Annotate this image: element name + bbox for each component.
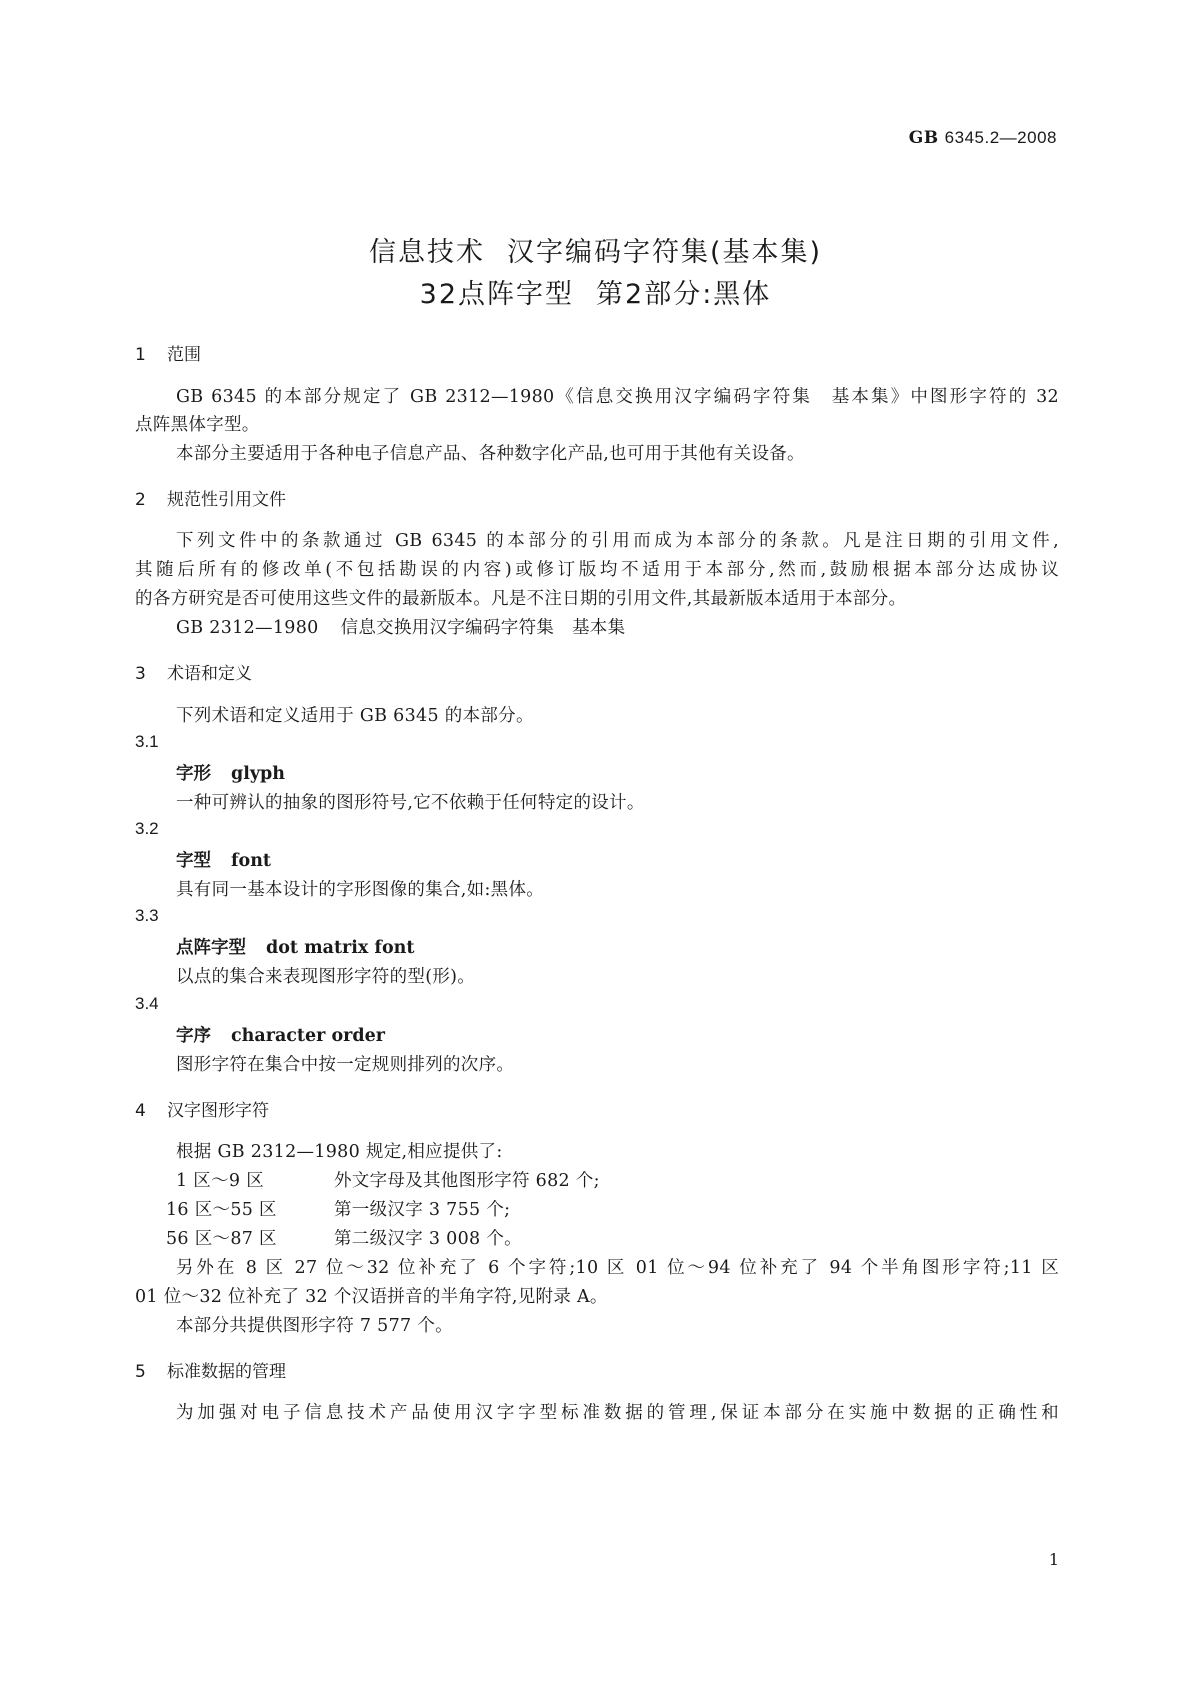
paragraph: 另外在 8 区 27 位～32 位补充了 6 个字符;10 区 01 位～94 位补充了 94 个半角图形字符;11 区 [176, 1258, 1059, 1278]
section-number: 1 [135, 345, 146, 365]
term-entry [176, 1022, 385, 1047]
term-en: character order [231, 1026, 385, 1046]
section-title: 术语和定义 [167, 664, 252, 684]
paragraph: 本部分共提供图形字符 7 577 个。 [176, 1316, 453, 1336]
title-part-a: 信息技术 [368, 237, 485, 268]
section-number: 4 [135, 1101, 146, 1121]
normative-reference [176, 614, 625, 639]
section-title: 标准数据的管理 [167, 1362, 286, 1382]
title-part-b: 汉字编码字符集(基本集) [506, 237, 823, 268]
zone-range: 56 区～87 区 [166, 1229, 277, 1249]
term-entry [176, 760, 285, 785]
zone-range: 1 区～9 区 [176, 1171, 264, 1191]
clause-number: 3.4 [135, 994, 159, 1013]
paragraph: GB 6345 的本部分规定了 GB 2312—1980《信息交换用汉字编码字符集 基本集》中图形字符的 32 [176, 387, 1059, 407]
term-zh: 字形 [176, 764, 211, 784]
standard-number [909, 128, 1057, 148]
standard-code: 6345.2—2008 [944, 128, 1057, 147]
term-entry [176, 934, 414, 959]
clause-number: 3.3 [135, 906, 159, 925]
term-zh: 字序 [176, 1026, 211, 1046]
section-number: 3 [135, 664, 146, 684]
section-heading-3 [135, 659, 252, 684]
zone-description: 外文字母及其他图形字符 682 个; [334, 1171, 600, 1191]
title-part-d: 第2部分:黑体 [596, 279, 772, 310]
section-heading-1 [135, 340, 201, 365]
title-part-c: 32点阵字型 [419, 279, 575, 310]
term-en: font [231, 851, 272, 871]
term-zh: 字型 [176, 851, 211, 871]
paragraph: 点阵黑体字型。 [135, 415, 260, 435]
document-title-line-1 [0, 230, 1191, 269]
section-title: 规范性引用文件 [167, 490, 286, 510]
section-number: 5 [135, 1362, 146, 1382]
paragraph: 下列文件中的条款通过 GB 6345 的本部分的引用而成为本部分的条款。凡是注日期的引用文件, [176, 531, 1059, 551]
term-zh: 点阵字型 [176, 938, 246, 958]
term-en: glyph [231, 764, 286, 784]
reference-title: 信息交换用汉字编码字符集 基本集 [340, 618, 626, 638]
term-definition: 具有同一基本设计的字形图像的集合,如:黑体。 [176, 880, 545, 900]
section-title: 范围 [167, 345, 201, 365]
term-entry [176, 847, 271, 872]
term-definition: 以点的集合来表现图形字符的型(形)。 [176, 967, 476, 987]
clause-number: 3.2 [135, 819, 159, 838]
zone-description: 第二级汉字 3 008 个。 [334, 1229, 522, 1249]
paragraph: 下列术语和定义适用于 GB 6345 的本部分。 [176, 706, 534, 726]
reference-code: GB 2312—1980 [176, 618, 319, 638]
paragraph: 根据 GB 2312—1980 规定,相应提供了: [176, 1142, 503, 1162]
paragraph: 01 位～32 位补充了 32 个汉语拼音的半角字符,见附录 A。 [135, 1287, 608, 1307]
term-definition: 一种可辨认的抽象的图形符号,它不依赖于任何特定的设计。 [176, 793, 645, 813]
section-title: 汉字图形字符 [167, 1101, 269, 1121]
document-title-line-2 [0, 272, 1191, 311]
clause-number: 3.1 [135, 732, 159, 751]
section-heading-5 [135, 1357, 286, 1382]
standard-prefix: GB [908, 128, 939, 148]
zone-description: 第一级汉字 3 755 个; [334, 1200, 511, 1220]
section-heading-4 [135, 1096, 269, 1121]
page-number: 1 [1048, 1550, 1059, 1569]
zone-range: 16 区～55 区 [166, 1200, 277, 1220]
term-en: dot matrix font [266, 938, 415, 958]
paragraph: 本部分主要适用于各种电子信息产品、各种数字化产品,也可用于其他有关设备。 [176, 444, 805, 464]
section-heading-2 [135, 485, 286, 510]
paragraph: 的各方研究是否可使用这些文件的最新版本。凡是不注日期的引用文件,其最新版本适用于本部分。 [135, 589, 907, 609]
paragraph: 为加强对电子信息技术产品使用汉字字型标准数据的管理,保证本部分在实施中数据的正确性和 [176, 1403, 1059, 1423]
paragraph: 其随后所有的修改单(不包括勘误的内容)或修订版均不适用于本部分,然而,鼓励根据本部分达成协议 [135, 560, 1059, 580]
term-definition: 图形字符在集合中按一定规则排列的次序。 [176, 1055, 515, 1075]
section-number: 2 [135, 490, 146, 510]
